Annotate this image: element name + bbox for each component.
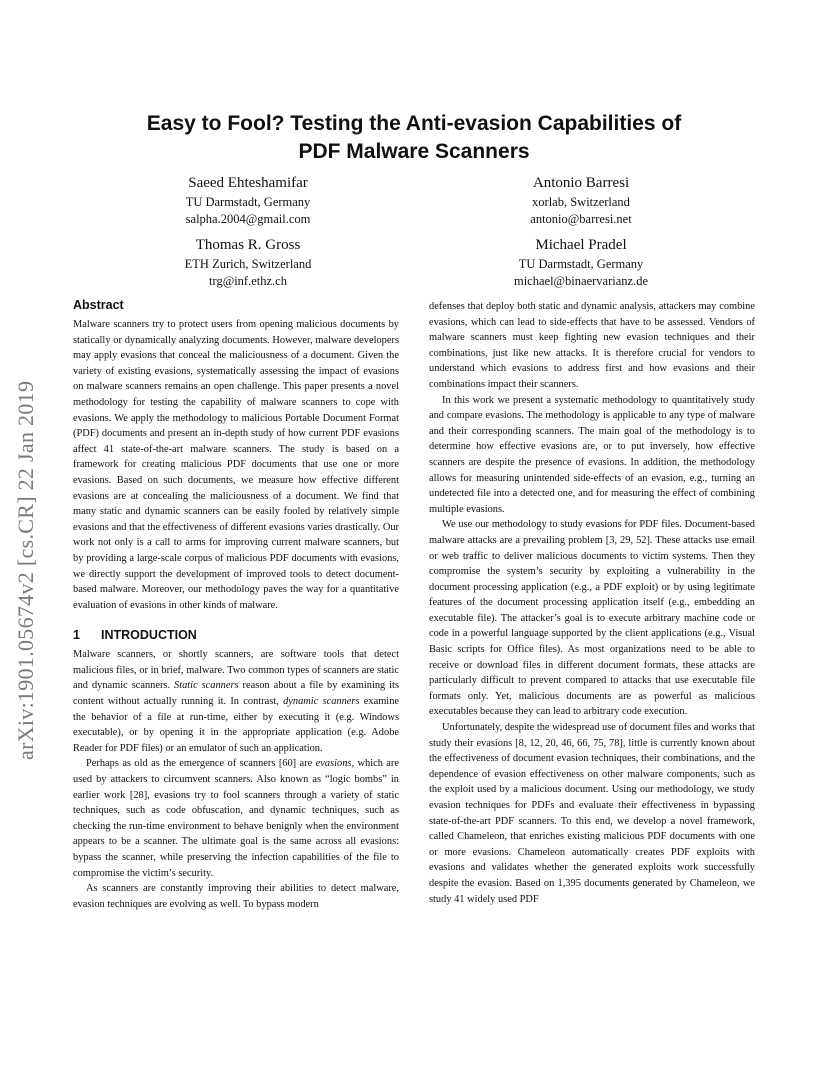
emphasis-static-scanners: Static scanners	[174, 680, 239, 692]
right-column	[429, 299, 755, 907]
author-name: Thomas R. Gross	[195, 237, 301, 253]
intro-paragraph-1	[73, 647, 399, 756]
author-affiliation: ETH Zurich, Switzerland	[184, 257, 312, 271]
left-column	[73, 297, 399, 912]
text-run: Malware scanners, or shortly scanners, are software tools that detect malicious files, or in brief, malware. Two common types of scanners are static and dynamic scanners.	[73, 649, 399, 692]
abstract-heading: Abstract	[73, 298, 124, 312]
author-affiliation: TU Darmstadt, Germany	[185, 195, 311, 209]
arxiv-sidebar-stamp: arXiv:1901.05674v2 [cs.CR] 22 Jan 2019	[13, 380, 38, 760]
title-line-2: PDF Malware Scanners	[298, 140, 530, 163]
section-heading-introduction	[73, 627, 399, 643]
title-line-1: Easy to Fool? Testing the Anti-evasion Capabilities of	[146, 112, 682, 135]
emphasis-evasions: evasions	[315, 758, 352, 770]
abstract-text: Malware scanners try to protect users from opening malicious documents by statically or dynamically analyzing documents. However, malware developers may apply evasions that conceal the maliciousness of a document. Given the variety of existing evasions, systematically assessing the impact of evasions on malware scanners remains an open challenge. This paper presents a novel methodology for testing the capability of malware scanners to cope with evasions. We apply the methodology to malicious Portable Document Format (PDF) documents and present an in-depth study of how current PDF evasions affect 41 state-of-the-art malware scanners. The study is based on a framework for creating malicious PDF documents that use one or more evasions. Based on such documents, we measure how effective different evasions are at concealing the maliciousness of a document. We find that many static and dynamic scanners can be easily fooled by relatively simple evasions and that the effectiveness of different evasions varies drastically. Our work not only is a call to arms for improving current malware scanners, but by providing a large-scale corpus of malicious PDF documents with evasions, we directly support the development of improved tools to detect document-based malware. Moreover, our methodology paves the way for a quantitative evaluation of evasions in other kinds of malware.	[73, 319, 399, 611]
section-title: INTRODUCTION	[101, 628, 197, 643]
intro-paragraph-2	[73, 756, 399, 881]
author-block-1	[118, 172, 378, 228]
author-name: Antonio Barresi	[532, 175, 630, 191]
author-affiliation: TU Darmstadt, Germany	[518, 257, 644, 271]
text-run: , which are used by attackers to circumvent scanners. Also known as “logic bombs” in earlier work [28], evasions try to fool scanners through a variety of static techniques, such as code obfuscation, and dynamic techniques, such as checking the run-time environment to behave benignly when the environment appears to be a scanner. The ultimate goal is the same across all evasions: bypass the scanner, while preserving the infection capabilities of the file to compromise the victim’s security.	[73, 758, 399, 879]
emphasis-dynamic-scanners: dynamic scanners	[283, 696, 360, 708]
author-email[interactable]: trg@inf.ethz.ch	[209, 274, 287, 288]
intro-paragraph-5: In this work we present a systematic methodology to quantitatively study and compare evasions. The methodology is applicable to any type of malware and their corresponding scanners. The main goal of the methodology is to determine how effective evasions are, or to put inversely, how effective scanners are despite the presence of evasions. In addition, the methodology allows for measuring unintended side-effects of an evasion, e.g., turning an undetected file into a detected one, and for measuring the effect of combining multiple evasions.	[429, 394, 755, 515]
author-block-3	[118, 234, 378, 290]
author-email[interactable]: antonio@barresi.net	[530, 212, 632, 226]
author-name: Michael Pradel	[535, 237, 627, 253]
text-run: Perhaps as old as the emergence of scanners [60] are	[86, 758, 316, 770]
intro-paragraph-4: defenses that deploy both static and dynamic analysis, attackers may combine evasions, which can lead to side-effects that have to be assessed. Vendors of malware scanners must keep fighting new evasion techniques and their combinations, just like new attacks. It is therefore crucial for vendors to understand which evasions to address first and how evasions and their combinations impact their scanners.	[429, 301, 755, 390]
author-block-2	[451, 172, 711, 228]
intro-paragraph-7: Unfortunately, despite the widespread use of document files and works that study their evasions [8, 12, 20, 46, 66, 75, 78], little is currently known about the effectiveness of document evasion techniques, their combinations, and the dependence of evasion effectiveness on other malware components, such as the exploit used by a malicious document. Using our methodology, we study evasion techniques for PDFs and evaluate their effectiveness in bypassing state-of-the-art PDF scanners. To this end, we develop a novel framework, called Chameleon, that enriches existing malicious PDF documents with one or more evasions. Chameleon automatically creates PDF exploits with evasions and validates whether the generated exploits work successfully despite the evasion. Based on 1,395 documents generated by Chameleon, we study 41 widely used PDF	[429, 722, 755, 905]
author-affiliation: xorlab, Switzerland	[532, 195, 630, 209]
author-block-4	[451, 234, 711, 290]
intro-paragraph-3: As scanners are constantly improving their abilities to detect malware, evasion techniques are evolving as well. To bypass modern	[73, 883, 399, 910]
text-run: reason about a file by examining its content without actually running it. In contrast,	[73, 680, 399, 708]
paper-title	[0, 110, 828, 166]
intro-paragraph-6: We use our methodology to study evasions for PDF files. Document-based malware attacks are a prevailing problem [3, 29, 52]. These attacks use email or web traffic to deliver malicious documents to victim systems. Then they compromise the system’s security by exploiting a vulnerability in the document processing application (e.g., a PDF exploit) or by using legitimate features of the document processing application itself (e.g., embedding an executable file). The attacker’s goal is to execute arbitrary machine code or code in a powerful language supported by the client applications (e.g., Visual Basic scripts for Office files). As most organizations need to be able to receive or download files in different document formats, these attacks are particularly difficult to prevent compared to attacks that use executable file formats only. Yet, malicious documents are as powerful as malicious executables because they can lead to arbitrary code execution.	[429, 519, 755, 718]
section-number: 1	[73, 628, 80, 643]
text-run: examine the behavior of a file at run-time, either by executing it (e.g. Windows executable), or by opening it in the appropriate application (e.g. Adobe Reader for PDF files) or an emulator of such an application.	[73, 696, 399, 754]
author-name: Saeed Ehteshamifar	[188, 175, 308, 191]
author-email[interactable]: salpha.2004@gmail.com	[185, 212, 311, 226]
author-email[interactable]: michael@binaervarianz.de	[513, 274, 648, 288]
